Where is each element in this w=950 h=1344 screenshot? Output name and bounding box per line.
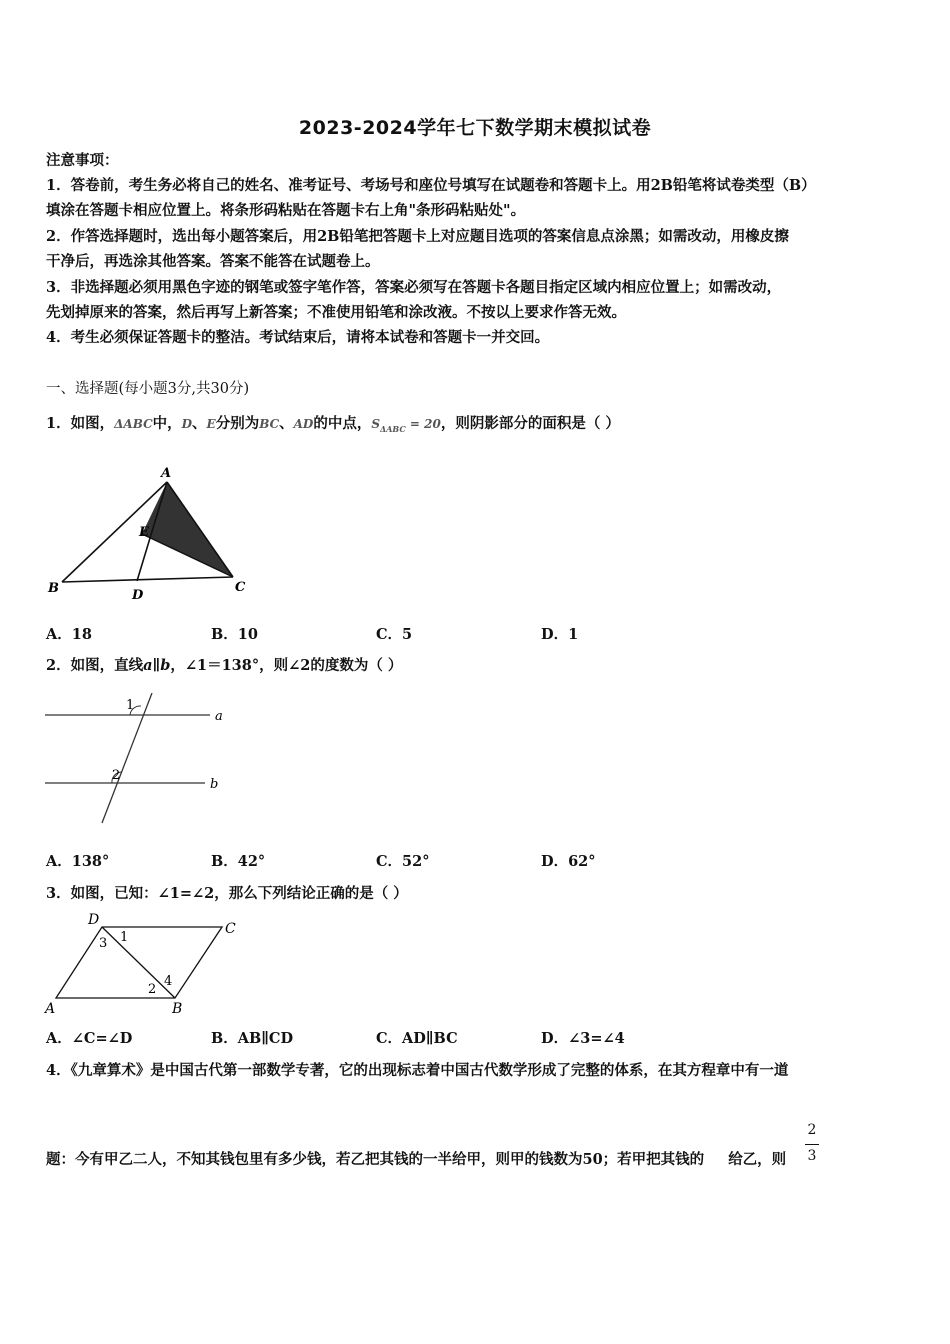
label-angle-3: 3 — [99, 936, 108, 951]
fraction-bar — [805, 1144, 819, 1145]
label-b: B — [172, 1001, 183, 1017]
option-a[interactable]: A．18 — [46, 626, 92, 643]
parallel-lines-figure — [40, 693, 240, 828]
label-c: C — [235, 580, 246, 595]
notice-line: 3．非选择题必须用黑色字迹的钢笔或签字笔作答，答案必须写在答题卡各题目指定区域内相应位置上；如需改动， — [46, 279, 782, 296]
option-d[interactable]: D．∠3=∠4 — [541, 1030, 625, 1047]
notice-line: 4．考生必须保证答题卡的整洁。考试结束后，请将本试卷和答题卡一并交回。 — [46, 329, 550, 346]
question-4-stem-line1: 4．《九章算术》是中国古代第一部数学专著，它的出现标志着中国古代数学形成了完整的体系，在其方程章中有一道 — [46, 1062, 789, 1079]
label-line-a: a — [215, 709, 223, 724]
label-d: D — [88, 912, 100, 928]
section-heading: 一、选择题(每小题3分,共30分) — [46, 381, 250, 397]
fraction-denominator: 3 — [807, 1148, 817, 1164]
option-a[interactable]: A．∠C=∠D — [46, 1030, 133, 1047]
option-b[interactable]: B．AB∥CD — [211, 1030, 294, 1047]
notice-line: 先划掉原来的答案，然后再写上新答案；不准使用铅笔和涂改液。不按以上要求作答无效。 — [46, 304, 626, 321]
notice-heading: 注意事项： — [46, 152, 119, 169]
label-angle-1: 1 — [120, 930, 129, 945]
option-c[interactable]: C．AD∥BC — [376, 1030, 458, 1047]
option-a[interactable]: A．138° — [46, 853, 110, 870]
page-title: 2023-2024学年七下数学期末模拟试卷 — [298, 117, 652, 139]
label-c: C — [225, 921, 236, 937]
label-angle-4: 4 — [164, 974, 173, 989]
label-line-b: b — [210, 777, 219, 792]
question-3-stem: 3．如图，已知：∠1=∠2，那么下列结论正确的是（ ） — [46, 885, 408, 902]
side-bc — [62, 577, 233, 582]
quadrilateral-figure — [40, 909, 250, 1019]
fraction-numerator: 2 — [807, 1122, 817, 1138]
label-a: A — [161, 466, 172, 481]
label-e: E — [139, 525, 149, 540]
option-d[interactable]: D．1 — [541, 626, 579, 643]
label-b: B — [48, 581, 59, 596]
question-2-stem: 2．如图，直线a∥b，∠1＝138°，则∠2的度数为（ ） — [46, 657, 403, 674]
notice-line: 2．作答选择题时，选出每小题答案后，用2B铅笔把答题卡上对应题目选项的答案信息点涂黑；如需改动，用橡皮擦 — [46, 228, 789, 245]
option-c[interactable]: C．52° — [376, 853, 430, 870]
label-angle-1: 1 — [126, 698, 135, 713]
option-b[interactable]: B．42° — [211, 853, 266, 870]
option-d[interactable]: D．62° — [541, 853, 596, 870]
triangle-figure — [40, 460, 260, 605]
label-d: D — [132, 588, 144, 603]
question-4-stem-line2: 题：今有甲乙二人，不知其钱包里有多少钱，若乙把其钱的一半给甲，则甲的钱数为50；若甲把其钱的 给乙，则 — [46, 1151, 787, 1168]
notice-line: 1．答卷前，考生务必将自己的姓名、准考证号、考场号和座位号填写在试题卷和答题卡上。用2B铅笔将试卷类型（B） — [46, 177, 816, 194]
shaded-region — [142, 482, 233, 577]
option-b[interactable]: B．10 — [211, 626, 258, 643]
label-a: A — [45, 1001, 56, 1017]
notice-line: 填涂在答题卡相应位置上。将条形码粘贴在答题卡右上角"条形码粘贴处"。 — [46, 202, 526, 219]
label-angle-2: 2 — [112, 768, 121, 783]
notice-line: 干净后，再选涂其他答案。答案不能答在试题卷上。 — [46, 253, 380, 270]
option-c[interactable]: C．5 — [376, 626, 413, 643]
label-angle-2: 2 — [148, 982, 157, 997]
question-1-stem: 1．如图，ΔABC中，D、E分别为BC、AD的中点，$S_{\Delta ABC} = 20$，则阴影部分的面积是（ ） — [46, 415, 620, 434]
